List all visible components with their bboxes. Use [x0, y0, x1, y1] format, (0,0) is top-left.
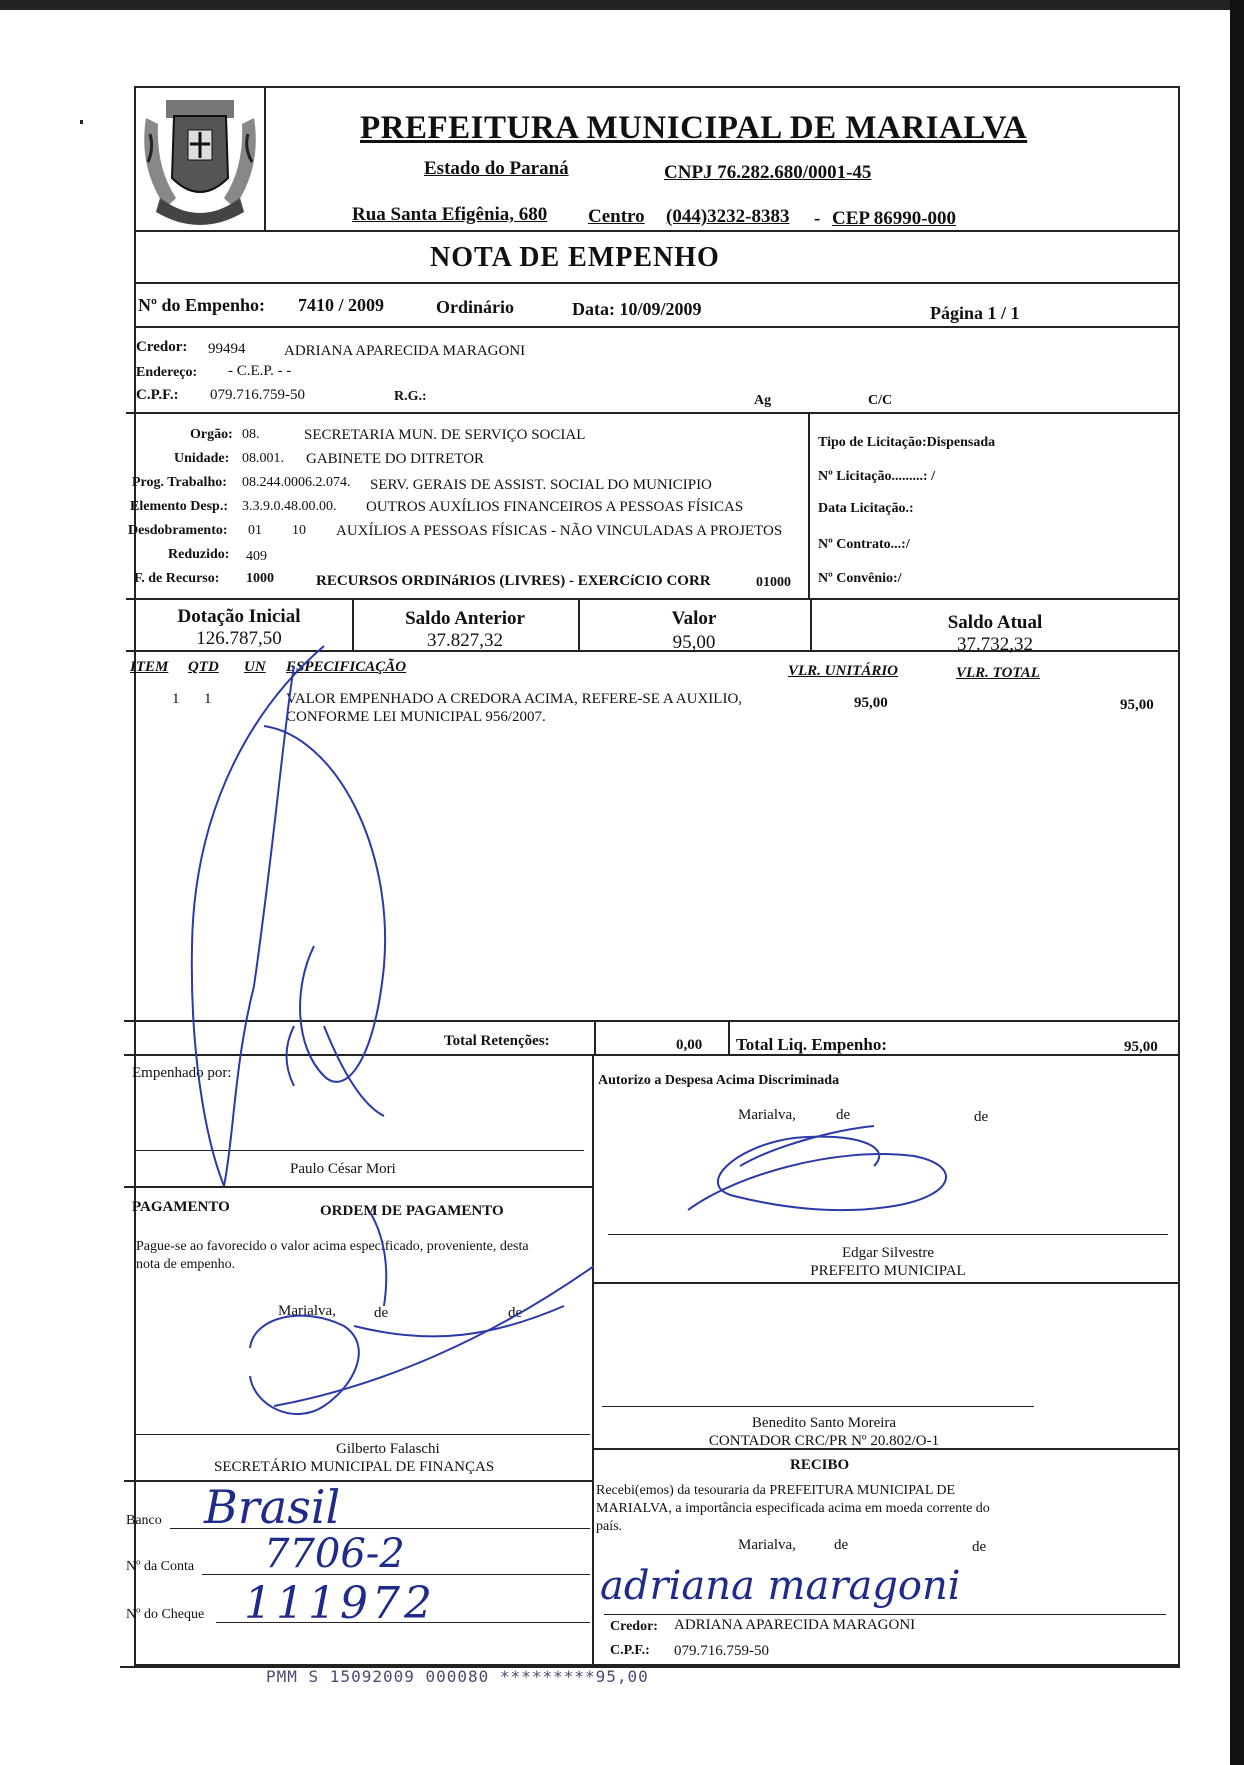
rule — [592, 1282, 1180, 1284]
rule — [124, 1480, 594, 1482]
cnpj: CNPJ 76.282.680/0001-45 — [664, 162, 872, 183]
credor-name: ADRIANA APARECIDA MARAGONI — [284, 343, 526, 359]
elemento-label: Elemento Desp.: — [130, 499, 228, 514]
pagamento-text-line-2: nota de empenho. — [136, 1257, 236, 1272]
col-item: ITEM — [130, 659, 169, 675]
recibo-credor-label: Credor: — [610, 1619, 658, 1634]
total-retencoes-label: Total Retenções: — [444, 1033, 550, 1049]
dotacao-inicial-label: Dotação Inicial — [177, 606, 301, 627]
total-liquido-label: Total Liq. Empenho: — [736, 1035, 887, 1054]
numero-convenio: Nº Convênio:/ — [818, 571, 902, 586]
item-specification-line-2: CONFORME LEI MUNICIPAL 956/2007. — [286, 709, 546, 725]
unidade-description: GABINETE DO DITRETOR — [306, 451, 485, 467]
col-qtd: QTD — [188, 659, 219, 675]
desdobramento-code-2: 10 — [292, 523, 306, 538]
signature-column-divider — [592, 1054, 594, 1666]
licitacao-divider — [808, 412, 810, 598]
recibo-credor-name: ADRIANA APARECIDA MARAGONI — [674, 1617, 916, 1633]
reduzido-label: Reduzido: — [168, 547, 230, 562]
empenho-type: Ordinário — [436, 297, 515, 317]
scan-right-edge — [1230, 0, 1244, 1765]
totals-divider — [728, 1022, 730, 1056]
credor-label: Credor: — [136, 339, 188, 355]
phone: (044)3232-8383 — [666, 206, 790, 227]
rule — [124, 1020, 1180, 1022]
prog-trabalho-code: 08.244.0006.2.074. — [242, 475, 351, 490]
credor-code: 99494 — [208, 341, 246, 357]
signature-line — [134, 1434, 590, 1435]
prog-trabalho-description: SERV. GERAIS DE ASSIST. SOCIAL DO MUNICIPIO — [370, 477, 712, 493]
valor-value: 95,00 — [672, 632, 716, 653]
signature-line — [602, 1406, 1034, 1407]
orgao-label: Orgão: — [190, 427, 233, 442]
desdobramento-description: AUXÍLIOS A PESSOAS FÍSICAS - NÃO VINCULADAS A PROJETOS — [336, 523, 783, 539]
rule — [126, 650, 1180, 652]
autorizo-city: Marialva, — [738, 1107, 796, 1123]
rule — [134, 282, 1180, 284]
col-valor-unitario: VLR. UNITÁRIO — [788, 663, 899, 679]
conta-handwritten: 7706-2 — [264, 1531, 405, 1577]
elemento-description: OUTROS AUXÍLIOS FINANCEIROS A PESSOAS FÍSICAS — [366, 499, 744, 515]
fonte-recurso-description: RECURSOS ORDINáRIOS (LIVRES) - EXERCíCIO CORR — [316, 573, 711, 589]
cpf-value: 079.716.759-50 — [210, 387, 305, 403]
signature-line — [604, 1614, 1166, 1615]
crest-divider — [264, 86, 266, 230]
prefeito-role: PREFEITO MUNICIPAL — [810, 1263, 966, 1279]
page-number: Página 1 / 1 — [930, 303, 1020, 323]
rule — [126, 598, 1180, 600]
desdobramento-code-1: 01 — [248, 523, 262, 538]
col-especificacao: ESPECIFICAÇÃO — [286, 659, 407, 675]
valor-label: Valor — [671, 608, 717, 629]
district: Centro — [588, 206, 645, 227]
empenho-number-label: Nº do Empenho: — [138, 295, 265, 315]
recibo-text-line-1: Recebi(emos) da tesouraria da PREFEITURA MUNICIPAL DE — [596, 1483, 956, 1498]
col-valor-total: VLR. TOTAL — [956, 665, 1040, 681]
item-specification-line-1: VALOR EMPENHADO A CREDORA ACIMA, REFERE-SE A AUXILIO, — [286, 691, 743, 707]
empenhado-por-label: Empenhado por: — [132, 1065, 232, 1081]
desdobramento-label: Desdobramento: — [128, 523, 228, 538]
rg-label: R.G.: — [394, 389, 427, 404]
recibo-label: RECIBO — [790, 1457, 850, 1473]
signature-line — [134, 1150, 584, 1151]
street-address: Rua Santa Efigênia, 680 — [352, 204, 548, 225]
cpf-label: C.P.F.: — [136, 387, 179, 403]
reduzido-value: 409 — [246, 549, 267, 564]
saldo-anterior-value: 37.827,32 — [427, 630, 503, 651]
empenho-number: 7410 / 2009 — [298, 295, 385, 315]
recibo-text-line-2: MARIALVA, a importância especificada acima em moeda corrente do — [596, 1501, 990, 1516]
recibo-cpf-label: C.P.F.: — [610, 1643, 650, 1658]
item-number: 1 — [172, 691, 180, 707]
prog-trabalho-label: Prog. Trabalho: — [132, 475, 227, 490]
cep: CEP 86990-000 — [832, 208, 957, 229]
secretario-role: SECRETÁRIO MUNICIPAL DE FINANÇAS — [214, 1459, 495, 1475]
empenhado-por-name: Paulo César Mori — [290, 1161, 396, 1177]
document-title: NOTA DE EMPENHO — [430, 242, 720, 273]
recibo-de-2: de — [972, 1539, 987, 1555]
recibo-cpf-value: 079.716.759-50 — [674, 1643, 769, 1659]
pagamento-text-line-1: Pague-se ao favorecido o valor acima especificado, proveniente, desta — [136, 1239, 529, 1254]
credor-signature: adriana maragoni — [600, 1563, 961, 1609]
cheque-handwritten: 111972 — [244, 1578, 436, 1629]
numero-licitacao: Nº Licitação.........: / — [818, 469, 935, 484]
prefeito-name: Edgar Silvestre — [841, 1245, 935, 1261]
scan-top-edge — [0, 0, 1244, 10]
secretario-name: Gilberto Falaschi — [336, 1441, 440, 1457]
dotacao-inicial-value: 126.787,50 — [196, 628, 282, 649]
cheque-machine-stamp: PMM S 15092009 000080 *********95,00 — [266, 1667, 649, 1686]
empenho-date: Data: 10/09/2009 — [572, 299, 702, 319]
ordem-pagamento-label: ORDEM DE PAGAMENTO — [320, 1203, 504, 1219]
conta-label: Nº da Conta — [126, 1559, 195, 1574]
orgao-code: 08. — [242, 427, 260, 442]
rule — [592, 1448, 1180, 1450]
rule — [126, 412, 1180, 414]
fonte-recurso-label: F. de Recurso: — [134, 571, 220, 586]
municipality-title: PREFEITURA MUNICIPAL DE MARIALVA — [360, 110, 1028, 146]
tipo-licitacao: Tipo de Licitação:Dispensada — [818, 435, 996, 450]
item-total-value: 95,00 — [1120, 697, 1154, 713]
contador-name: Benedito Santo Moreira — [751, 1415, 897, 1431]
fonte-recurso-code: 1000 — [246, 571, 274, 586]
cheque-label: Nº do Cheque — [126, 1607, 205, 1622]
banco-label: Banco — [126, 1513, 162, 1528]
banco-handwritten: Brasil — [204, 1480, 341, 1534]
contador-role: CONTADOR CRC/PR Nº 20.802/O-1 — [708, 1433, 940, 1449]
account-label: C/C — [868, 393, 893, 408]
endereco-label: Endereço: — [136, 365, 198, 380]
col-un: UN — [244, 659, 266, 675]
autorizo-de-2: de — [974, 1109, 989, 1125]
item-unit-value: 95,00 — [854, 695, 888, 711]
pagamento-city: Marialva, — [278, 1303, 336, 1319]
recibo-city: Marialva, — [738, 1537, 796, 1553]
saldo-atual-label: Saldo Atual — [947, 612, 1043, 633]
agency-label: Ag — [754, 393, 772, 408]
fonte-recurso-code-2: 01000 — [756, 575, 791, 590]
orgao-description: SECRETARIA MUN. DE SERVIÇO SOCIAL — [304, 427, 586, 443]
pagamento-label: PAGAMENTO — [132, 1199, 230, 1215]
autorizo-label: Autorizo a Despesa Acima Discriminada — [598, 1073, 840, 1088]
totals-divider — [594, 1022, 596, 1056]
pagamento-de-1: de — [374, 1305, 389, 1321]
total-liquido-value: 95,00 — [1124, 1039, 1158, 1055]
rule — [134, 326, 1180, 328]
nota-de-empenho-document — [126, 86, 1180, 1686]
recibo-text-line-3: país. — [596, 1519, 623, 1534]
numero-contrato: Nº Contrato...:/ — [818, 537, 910, 552]
unidade-label: Unidade: — [174, 451, 230, 466]
saldo-anterior-label: Saldo Anterior — [405, 608, 525, 629]
saldo-atual-value: 37.732,32 — [957, 634, 1033, 655]
autorizo-de-1: de — [836, 1107, 851, 1123]
coat-of-arms-icon — [136, 88, 264, 238]
rule — [124, 1054, 1180, 1056]
recibo-de-1: de — [834, 1537, 849, 1553]
pagamento-de-2: de — [508, 1305, 523, 1321]
rule — [124, 1186, 594, 1188]
scan-speck — [80, 120, 83, 124]
endereco-value: - C.E.P. - - — [228, 363, 292, 379]
signature-line — [608, 1234, 1168, 1235]
address-separator: - — [814, 208, 821, 229]
unidade-code: 08.001. — [242, 451, 284, 466]
item-quantity: 1 — [204, 691, 212, 707]
rule — [134, 230, 1180, 232]
state-name: Estado do Paraná — [424, 158, 569, 179]
total-retencoes-value: 0,00 — [676, 1037, 703, 1053]
data-licitacao: Data Licitação.: — [818, 501, 914, 516]
elemento-code: 3.3.9.0.48.00.00. — [242, 499, 337, 514]
